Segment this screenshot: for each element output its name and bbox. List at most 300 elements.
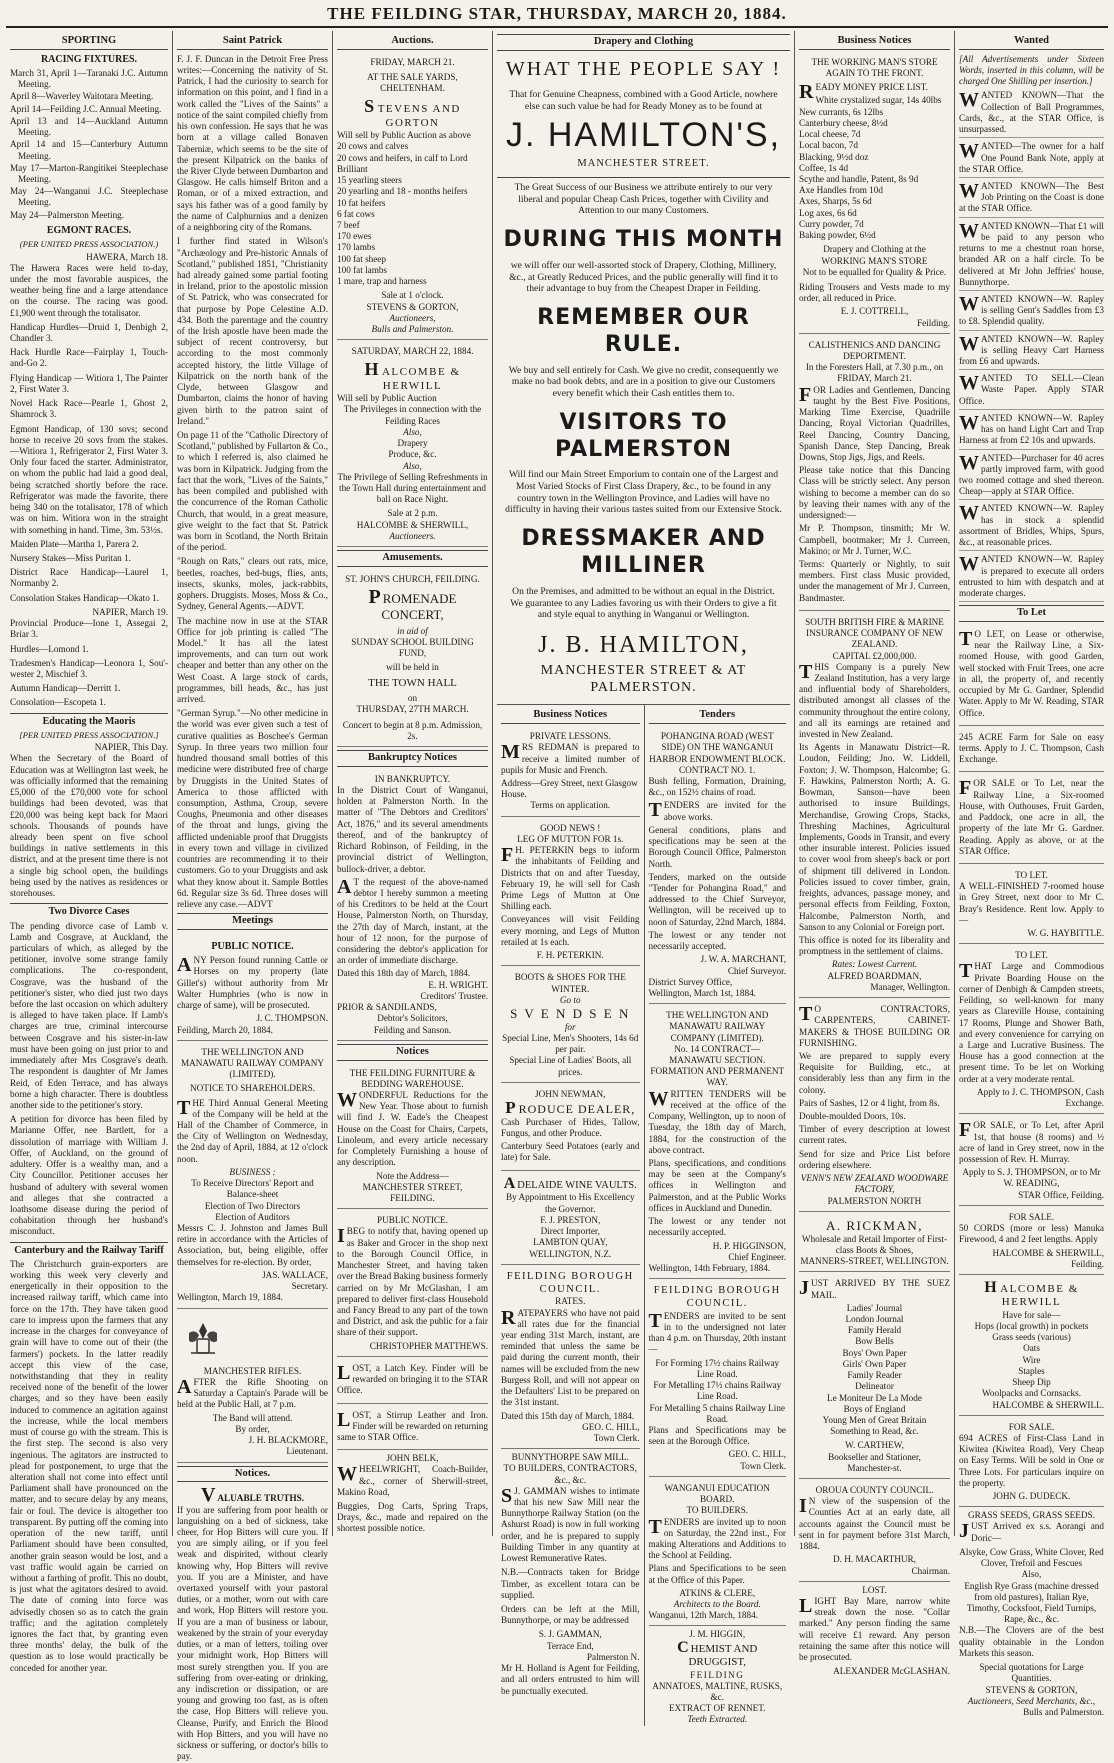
council-ad [799,1482,950,1582]
signature-title: Auctioneers, Seed Merchants, &c., [967,1695,1096,1706]
heading: GOOD NEWS ! [540,822,601,833]
ad-text: ANTED KNOWN—That £1 will be paid to any person who returns to me a chestnut roan horse, branded AR on a half circle. To be delivered at Mr John Jeffries' house, Bunnythorpe. [959,220,1104,287]
race-result: Maiden Plate—Martha 1, Parera 2. [10,538,139,549]
heading: FOR SALE. [1008,1421,1055,1432]
section-heading: Notices. [177,1466,328,1483]
ad-text: ANTED KNOWN—W. Rapley has on hand Light Cart and Trap Harness at from £2 10s and upwards. [959,412,1104,446]
drop-cap: J [959,1520,969,1543]
signature-title: Secretary. [291,1281,328,1292]
drop-cap: H [364,359,380,380]
ad-text: NY Person found running Cattle or Horses on my property (late Gillet's) without authority from Mr Walter Humphries (who is now in charge of same), will be prosecuted. [177,955,328,1011]
article-text: "Rough on Rats," clears out rats, mice, beetles, roaches, bed-bugs, flies, ants, insects, skunks, moles, jack-rabbits, gophers. Druggists. Moses, Moss & Co., Sydney, General Agents.—ADVT. [177,556,328,612]
rickman-ad [799,1215,950,1273]
ad-text: J. GAMMAN wishes to intimate that his new Saw Mill near the Bunnythorpe Railway Station (on the Ashurst Road) is now in full working order, and he is prepared to supply Building Timber in any quantity at Lowest Remunerative Rates. [501,1485,640,1564]
subheading: No. 14 CONTRACT—MANAWATU SECTION. [669,1043,766,1066]
signature: GEO. C. HILL, [582,1421,640,1432]
ad-text: HIS Company is a purely New Zealand Institution, has a very large and influential body of Shareholders, distributed amongst all classes of the community throughout the entire colony, and all its earnings are retained and invested in New Zealand. [799,661,950,740]
stock-item: 100 fat lambs [337,264,388,275]
grey-street-ad [959,867,1104,944]
drop-cap: W [337,1089,357,1112]
ad-text: By Appointment to His Excellency the Governor. [505,1192,635,1214]
ad-text: This office is noted for its liberality and promptness in the settlement of claims. [799,934,950,957]
race-result: District Race Handicap—Laurel 1, Normanby 2. [10,567,168,589]
store-address: MANCHESTER STREET & AT PALMERSTON. [540,663,747,696]
subheading: NOTICE TO SHAREHOLDERS. [190,1083,315,1094]
magazine-item: London Journal [845,1313,904,1324]
magazines-ad [799,1275,950,1479]
dateline: NAPIER, This Day. [94,742,168,753]
signature: Apply to J. C. THOMPSON, Cash Exchange. [977,1086,1104,1109]
bankruptcy-ad [337,771,488,1041]
address: FEILDING. [390,1193,435,1203]
ad-text: RS REDMAN is prepared to receive a limited number of pupils for Music and French. [501,742,640,775]
business-item: Election of Auditors [215,1211,290,1222]
ad-text: 245 ACRE Farm for Sale on easy terms. Apply to J. C. Thompson, Cash Exchange. [959,731,1104,765]
drop-cap: C [677,1638,689,1656]
dancing-ad [799,337,950,611]
ad-text: Will sell by Public Auction [337,393,437,404]
ad-text: The lowest or any tender not necessarily accepted. [648,929,786,952]
date: FRIDAY, March 21. [837,373,912,384]
signature: HALCOMBE & SHERWILL, Feilding. [992,1247,1104,1269]
drop-cap: W [959,179,979,202]
wheelwright-ad [337,1453,488,1535]
article-text: A petition for divorce has been filed by Marianne Offer, nee Bartlett, for a dissolution of marriage with William J. Offer, of Auckland, on the ground of adultery. Offer is a wealthy man, and a City Councillor. Petitioner accuses her husband of adultery with several women and alleges that she contracted a loathsome disease during the period of cohabitation through her husband's misconduct. [10,1114,168,1237]
wire-credit: [PER UNITED PRESS ASSOCIATION.] [19,729,159,740]
signature-title: Town Clerk. [593,1432,640,1443]
ad-text: ANTED TO SELL—Clean Waste Paper. Apply STAR Office. [959,373,1104,406]
mutton-ad [501,820,640,967]
goods-list [959,1321,1104,1400]
heading: Canterbury and the Railway Tariff [10,1242,168,1257]
ad-text: Plans, specifications, and conditions may be seen at the Company's offices in Wellington and Palmerston, and at the Public Works offices in Auckland and Dunedin. [648,1158,786,1213]
date: THURSDAY, 27TH MARCH. [356,704,469,715]
crest-emblem-icon [177,1319,229,1359]
signature-title: Town Clerk. [740,1460,786,1471]
race-result: Consolation—Escopeta 1. [10,697,106,708]
drop-cap: R [799,81,814,104]
split-columns [497,704,790,1725]
ad-text: Terms: Quarterly or Nightly, to suit members. First class Music provided, under the management of Mr J. Curreen, Bandmaster. [799,558,950,603]
ad-text: In the Foresters Hall, at 7.30 p.m., on [805,362,944,373]
ad-text: ANTED—Purchaser for 40 acres partly improved farm, with good two roomed cottage and shed thereon. Cheap—apply at STAR Office. [959,452,1104,497]
fixture-item: March 31, April 1—Taranaki J.C. Autumn Meeting. [10,67,168,90]
goods-item: Staples [1018,1365,1045,1376]
signature: F. H. PETERKIN. [536,950,604,961]
working-mans-store-ad [799,54,950,334]
ad-text: OST, a Stirrup Leather and Iron. Finder will be rewarded on returning same to STAR Office. [337,1409,488,1442]
ad-text: we will offer our well-assorted stock of Drapery, Clothing, Millinery, &c., at Greatly Reduced Prices, and the public generally will find it to their advantage to buy from the Cheapest Draper in Feilding. [509,259,778,295]
ad-text: HEELWRIGHT, Coach-Builder, &c., corner of Sherwill-street, Makino Road, [337,1464,488,1497]
heading: THE WELLINGTON AND MANAWATU RAILWAY COMPANY (LIMITED). [666,1010,769,1043]
race-result: Handicap Hurdles—Druid 1, Denbigh 2, Chandler 3. [10,321,168,344]
seeds-list [959,1547,1104,1626]
article-text: When the Secretary of the Board of Education was at Wellington last week, he was officially informed that the remaining £5,000 of the £70,000 vote for school buildings had been devoted, was that £20,000 was being kept back for Maori schools. Thousands of pounds have already been spent on five school buildings in native settlements in this district, and at the present time there is not a single big school open, the buildings being used by the natives as residences or storehouses. [10,753,168,899]
heading: FEILDING BOROUGH COUNCIL. [653,1285,781,1309]
ad-text: 50 CORDS (more or less) Manuka Firewood, 4 and 2 feet lengths. Apply [959,1223,1104,1245]
ad-text: OR Ladies and Gentlemen, Dancing taught by the Best Five Positions, Marking Time Exercise, Quadrille Dancing, Royal Victorian Quadrilles, Reel Dancing, Country Dancing, Spanish Dance, Step Dancing, Break Downs, Stop Jigs, Jigs, and Reels. [799,384,950,463]
signature: W. CARTHEW, [845,1440,904,1451]
article-text: I further find stated in Wilson's "Archæology and Pre-historic Annals of Scotland," published 1851, "Christianity had already gained some partial footing in Ireland, prior to the apostolic mission of St. Patrick, who was consecrated for that purpose by Pope Celestine A.D. 434. Both the parentage and the country of the Irish apostle have been made the subject of recent controversy, but according to the most commonly accepted history, the little Village of Kilpatrick on the north bank of the Clyde, between Glasgow and Dumbarton, claims the honor of having given birth to the patron saint of Ireland." [177,236,328,426]
ad-text: That for Genuine Cheapness, combined with a Good Article, nowhere else can such value be had for Ready Money as to be found at [509,89,778,112]
ad-text: Wholesale and Retail Importer of First-class Boots & Shoes, [801,1233,948,1255]
event-title: ROMENADE CONCERT, [381,591,457,622]
wanted-list [959,90,1104,602]
drop-cap: V [200,1484,216,1507]
firewood-ad [959,1209,1104,1275]
ad-text: Special Line of Ladies' Boots, all prices. [509,1055,632,1077]
signature: ALFRED BOARDMAN, [827,970,922,981]
ad-text: EXTRACT OF RENNET. [669,1703,766,1714]
heading: PRIVATE LESSONS. [529,731,611,742]
wanted-ad [959,294,1104,331]
goods-item: Sheep Dip [1012,1377,1051,1388]
ad-text: H. PETERKIN begs to inform the inhabitants of Feilding and Districts that on and after Tuesday, February 19, he will sell for Cash Prime Legs of Mutton at One Shilling each. [501,845,640,912]
heading: BOOTS & SHOES FOR THE WINTER. [514,972,626,994]
ad-text: Have for sale— [1002,1309,1061,1320]
tender-items [649,1358,787,1425]
ad-text: Will sell by Public Auction as above [337,130,471,141]
ad-text: N.B.—The Clovers are of the best quality obtainable in the London Markets this season. [959,1625,1104,1658]
heading: EGMONT RACES. [46,224,132,236]
drop-cap: W [648,1087,669,1110]
ad-text: ANTED KNOWN—W. Rapley is selling Gent's Saddles from £3 to £8. Splendid quality. [959,293,1104,327]
ad-text: 694 ACRES of First-Class Land in Kiwitea (Kiwitea Road), Very Cheap on Easy Terms. Will be sold in One or Three Lots. For particulars inquire on the property. [959,1432,1104,1488]
drop-cap: W [337,1463,357,1486]
goods-item: Grass seeds (various) [992,1332,1071,1343]
heading [177,1484,328,1507]
drop-cap: A [337,875,352,898]
goods-item: Wire [1022,1354,1041,1365]
race-result: Hack Hurdle Race—Fairplay 1, Touch-and-Go 2. [10,347,168,369]
education-tender-ad [649,1480,787,1627]
stock-item: 170 lambs [337,242,376,253]
drop-cap: L [799,1595,813,1617]
drop-cap: W [959,140,979,163]
drop-cap: I [337,1225,345,1248]
solicitors: Feilding and Sanson. [373,1024,452,1035]
lessons-ad [501,728,640,817]
rates-note: [All Advertisements under Sixteen Words, inserted in this column, will be charged One Shilling per insertion.] [959,53,1104,87]
dateline: NAPIER, March 19. [92,606,168,617]
wanted-ad [959,373,1104,410]
murray-house-ad [959,1117,1104,1206]
wanted-ad [959,90,1104,138]
firm-name: RODUCE DEALER, [518,1102,636,1117]
signature-title: Lieutenant. [286,1446,328,1457]
heading: PUBLIC NOTICE. [377,1215,448,1226]
ad-text: The Great Success of our Business we attribute entirely to our very liberal and popular Cheap Cash Prices, together with Civility and Attention to our many Customers. [514,181,773,217]
ad-text: Special Line, Men's Shooters, 14s 6d per pair. [502,1033,639,1055]
firm-name: ALCOMBE & HERWILL [1000,1282,1079,1309]
race-results [10,618,168,709]
halcombe-sale-ad [959,1278,1104,1416]
auction-ad-halcombe [337,343,488,547]
signature-location: STAR Office, Feilding. [1018,1189,1104,1200]
race-result: Flying Handicap — Witiora 1, The Painter 2, First Water 3. [10,372,168,394]
heading: THE WELLINGTON AND MANAWATU RAILWAY COMPANY (LIMITED). [180,1046,325,1080]
magazine-item: Ladies' Journal [846,1302,903,1313]
date: SATURDAY, MARCH 22, 1884. [351,346,474,357]
article-text: The Christchurch grain-exporters are working this week very cleverly and energetically in their opposition to the increased railway tariff, which came into force on the 17th. They have taken good care to impress upon the farmers that any increase in the charges for conveyance of grain will have to come out of their (the farmers') pockets. In the latter readily accept this view of the case, notwithstanding that they in reality received none of the benefit of the lower charges, and so they have been easily induced to commence an agitation against the increase, while the local members must of course go with the stream. This is the first step. The second is also very ingenious. The agitators are instructed to plead for postponement, to urge that the alteration shall not come into effect until Parliament shall have pronounced on the matter, and to secure delay by any means, fair or foul. The device is altogether too transparent. By putting off the coming into operation of the new tariff, until Parliament should have been consulted, another grain season would be lost, and a vast traffic would again be carried on without a farthing of profit. This no doubt, is just what the agitators desired to avoid. The date of coming into force was advisedly chosen so as to catch the grain traffic; and the agitation completely ignores the fact that, by granting even three months' delay, the bulk of the question as to lose would practically be conceded for another year. [10,1258,168,1673]
wanted-ad [959,413,1104,450]
ad-subheadline: DURING THIS MONTH [503,226,784,252]
date: Feilding, March 20, 1884. [177,1024,273,1035]
price-item: Curry powder, 7d [799,218,864,229]
race-result: Consolation Stakes Handicap—Okato 1. [10,592,160,603]
drop-cap: F [501,844,514,867]
ad-subheadline: DRESSMAKER AND MILLINER [521,526,766,578]
tender-item: For Metalling 17½ chains Railway Line Road. [653,1380,782,1402]
store-name: WORKING MAN'S STORE [821,255,928,266]
price-item: Axe Handles from 10d [799,185,883,196]
date: Wellington, 14th February, 1884. [648,1262,771,1273]
ad-text: Pairs of Sashes, 12 or 4 light, from 8s. [799,1097,940,1108]
race-result: Hurdles—Lomond 1. [10,643,89,654]
ad-text: BEG to notify that, having opened up as Baker and Grocer in the shop next to the Borough Council Office, in Manchester Street, and having taken over the Bread Baking business formerly carried on by Mr McGlashan, I am prepared to deliver first-class Household and Fancy Bread to any part of the town and District, and ask the public for a fair share of their support. [337,1226,488,1338]
wanted-ad [959,453,1104,501]
price-item: Log axes, 6s 6d [799,207,857,218]
ad-text: Address—Grey Street, next Glasgow House. [501,778,638,800]
masthead: THE FEILDING STAR, THURSDAY, MARCH 20, 1884. [6,4,1108,28]
ad-text: RITTEN TENDERS will be received at the office of the Company, Wellington, up to noon of Tuesday, the 18th day of March, 1884, for the construction of the above contract. [648,1088,786,1155]
goods-item: Hops (local growth) in pockets [974,1320,1089,1331]
ad-text: Messrs C. J. Johnston and James Bull retire in accordance with the Articles of Association, but, being eligible, offer themselves for re-election. By order, [177,1223,328,1267]
race-result: Nursery Stakes—Miss Puritan 1. [10,552,131,563]
boarding-house-ad [959,947,1104,1114]
ad-text: Rates: Lowest Current. [831,959,918,970]
fund-name: SUNDAY SCHOOL BUILDING FUND, [351,637,474,659]
price-item: Axes, Sharps, 5s 6d [799,196,872,207]
concert-ad [337,571,488,747]
ad-text: Note the Address— [376,1170,449,1181]
ad-text: ONDERFUL Reductions for the New Year. Those about to furnish will find J. W. Eade's the Cheapest House on the Coast for Chairs, Carpets, Linoleum, and every article necessary for Completely Furnishing a house of any description. [337,1090,488,1168]
section-heading: Meetings [177,913,328,930]
stock-list [337,141,488,287]
heading: BUNNYTHORPE SAW MILL. [511,1452,629,1463]
drop-cap: S [501,1484,513,1507]
drop-cap: A [503,1174,516,1192]
ad-text: The Privilege of Selling Refreshments in the Town Hall during entertainment and ball on Race Night. [337,471,488,505]
ad-text: Please take notice that this Dancing Class will be strictly select. Any person wishing to become a member can do so by leaving their names with any of the undersigned:— [799,465,950,521]
admission: Concert to begin at 8 p.m. Admission, 2s. [342,719,483,741]
tender-item: For Metalling 5 chains Railway Line Road. [649,1402,785,1424]
signature-title: Creditors' Trustee. [420,990,488,1001]
business-item: Election of Two Directors [204,1200,301,1211]
ad-text: T the request of the above-named debtor I hereby summon a meeting of his Creditors to be held at the Court House, Palmerston North, on Thursday, the 27th day of March, instant, at the hour of 12 noon, for the purpose of considering the debtor's application for an order of immediate discharge. [337,876,488,966]
heading: LOST. [862,1584,887,1595]
price-list [799,95,950,241]
ad-text: Orders can be left at the Mill, Bunnythorpe, or may be addressed [501,1604,640,1626]
signature: STEVENS & GORTON, [985,1684,1078,1695]
signature: CHRISTOPHER MATTHEWS. [369,1340,488,1351]
ad-text: ANTED KNOWN—That the Collection of Ball Programmes, Cards, &c., at the STAR Office, is unsurpassed. [959,90,1104,135]
ad-text: The lowest or any tender not necessarily accepted. [648,1216,786,1238]
sale-time: Sale at 1 o'clock. [381,290,444,301]
heading: LEG OF MUTTON FOR 1s. [517,833,624,844]
ad-text: Its Agents in Manawatu District—R. Loudon, Feilding; Jno. W. Liddell, Foxton; J. W. Thompson, Halcombe; G. F. Hawkins, Palmerston North; A. G. Bowman, Sanson—have been authorised to insure Buildings, Merchandise, Growing Crops, Stacks, Threshing Machines, Agricultural Implements, Goods in Transit, and every other insurable interest. Policies issued to cover wool from sheep's back or port of shipment till delivered in London. Policies issued to cover timber, grain, freights, advances, passage money, and personal effects from Feilding, Foxton, Halcombe, Palmerston North, and Sanson to any Colonial or Foreign port. [799,742,950,932]
drop-cap: J [799,1277,809,1300]
address: MANCHESTER STREET, [362,1181,463,1192]
drop-cap: T [799,660,813,683]
public-notice-ad [177,934,328,1041]
signature: JAS. WALLACE, [262,1269,328,1280]
ad-text: ANTED—The owner for a half One Pound Bank Note, apply at the STAR Office. [959,141,1104,174]
signature: HALCOMBE & SHERWILL. [992,1399,1104,1410]
drop-cap: W [959,292,979,315]
magazine-item: Something to Read, &c. [830,1426,919,1437]
ad-text: Also, [403,460,422,471]
goods-item: Oats [1023,1343,1040,1354]
signature: JOHN NEWMAN, [535,1088,606,1099]
column-sporting [6,31,172,1673]
ad-text: ANTED KNOWN—W. Rapley has in stock a splendid assortment of Bridles, Whips, Spurs, &c., at reasonable prices. [959,503,1104,548]
heading: WANGANUI EDUCATION BOARD. [664,1482,770,1505]
lost-stirrup-ad [337,1407,488,1451]
article-text: F. J. F. Duncan in the Detroit Free Press writes:—Concerning the nativity of St. Patrick, I had the curiosity to search for information on this point, and I find in a work called the "Lives of the Saints" a notice of the saint compiled chiefly from his own confession. He says that he was born at a village called Bonaven Taberniæ, which seems to be the site of the present Kilpatrick on the banks of the River Clyde between Dumbarton and Glasgow. He calls himself Briton and a Roman, or of a mixed extraction, and says his father was of a good family by the name of Calphurnius and a denizen of a neighboring city of the Romans. [177,53,328,233]
ad-text: Bush felling, Formation, Draining, &c., on 152½ chains of road. [648,776,786,798]
location: AT THE SALE YARDS, CHELTENHAM. [367,72,458,94]
signature-title: Manager, Wellington. [870,981,950,992]
firm-name: S V E N D S E N [510,1005,631,1021]
ad-text: HAT Large and Commodious Private Boarding House on the corner of Denbigh & Campden streets, Feilding, so well-known for many years as Clareville House, containing 17 Rooms, Plunge and Shower Bath, and every convenience for carrying on a Large and Lucrative Business. The House has a good connection at the present time. To be let on Working order at a very moderate rental. [959,961,1104,1084]
signature: J. C. THOMPSON. [256,1013,328,1024]
section-heading: Drapery and Clothing [497,34,790,51]
stock-item: 20 yearling and 18 - months heifers [337,186,468,197]
heading: POHANGINA ROAD (WEST SIDE) ON THE WANGANUI HARBOR ENDOWMENT BLOCK. [649,731,786,764]
section-heading: Bankruptcy Notices [337,750,488,767]
heading: CALISTHENICS AND DANCING DEPORTMENT. [808,339,941,362]
date: Wellington, March 1st, 1884. [648,987,756,998]
ad-text: ENDERS are invited for the above works. [663,800,786,822]
drop-cap: W [959,332,979,355]
date: Wellington, March 19, 1884. [177,1292,283,1303]
signature: E. J. COTTRELL, [840,306,909,317]
ad-text: By order, [235,1423,270,1434]
ad-text: will be held in [386,662,439,673]
ad-text: ATEPAYERS who have not paid all rates due for the financial year ending 31st March, instant, are reminded that unless the same be paid during the current month, their names will be excluded from the new Burgess Roll, and will not appear on the Defaulters' List to be prepared on the 31st instant. [501,1307,640,1408]
ad-text: OR SALE or To Let, near the Railway Line, a Six-roomed House, with Outhouses, Fruit Garden, and Paddock, one acre in all, the property of the late Mr G. Gardner. Reading. Apply as above, or at the STAR Office. [959,778,1104,856]
subheading: CONTRACT NO. 1. [679,764,756,775]
ad-text: On the Premises, and admitted to be without an equal in the District. We guarantee to any Ladies favoring us with their Orders to give a fit and style equal to anything in Wanganui or Wellington. [510,585,777,621]
racing-fixtures-list [10,68,168,221]
ad-text: Not to be equalled for Quality & Price. [802,266,947,277]
ad-text: Special quotations for Large Quantities. [979,1662,1084,1684]
magazine-item: Young Men of Great Britain [822,1414,927,1425]
wire-credit: (PER UNITED PRESS ASSOCIATION.) [19,239,159,250]
ad-text: O LET, on Lease or otherwise, near the Railway Line, a Six-roomed House, with good Garden, well stocked with Fruit Trees, one acre in all, the property of, and recently occupied by Mr G. Gardner, Splendid Water. Apply to Mr W. Reading, STAR Office. [959,629,1104,718]
magazine-item: Family Herald [847,1325,902,1336]
signature: JOHN G. DUDECK. [992,1491,1071,1502]
chemist-ad [649,1629,787,1725]
article-text: The machine now in use at the STAR Office for job printing is called "The Model." It has all the latest improvements, and can turn out work cheaper and better than any other on the West Coast. A large stock of cards, programmes, bill heads, &c., has just arrived. [177,615,328,705]
drop-cap: H [984,1278,999,1296]
ad-text: HE Third Annual General Meeting of the Company will be held at the Hall of the Chamber of Commerce, in the City of Wellington on Wednesday, the 2nd day of April, 1884, at 12 o'clock noon. [177,1097,328,1164]
drop-cap: P [368,586,381,609]
drop-cap: L [337,1361,351,1384]
price-item: Canterbury cheese, 8½d [799,117,888,128]
rates-ad [501,1268,640,1449]
signature: HALCOMBE & SHERWILL, [356,519,469,530]
firm-name: TEVENS AND GORTON [377,103,461,129]
date: Dated this 15th day of March, 1884. [501,1410,635,1421]
store-street: MANCHESTER STREET. [577,158,710,170]
heading: RACING FIXTURES. [40,53,138,65]
heading: O CONTRACTORS, CARPENTERS, CABINET-MAKERS & THOSE BUILDING OR FURNISHING. [799,1004,950,1048]
stock-item: 6 fat cows [337,208,375,219]
subheading: TO BUILDERS. [686,1505,749,1516]
signature: ALEXANDER McGLASHAN. [833,1666,950,1677]
columns [6,31,1108,1762]
fixture-item: May 17—Marton-Rangitikei Steeplechase Meeting. [10,162,168,184]
heading: SOUTH BRITISH FIRE & MARINE INSURANCE COMPANY OF NEW ZEALAND. [805,616,944,650]
signature: F. J. PRESTON, [540,1214,601,1225]
heading: TO LET. [1015,869,1048,880]
tender-item: For Forming 17½ chains Railway Line Road. [655,1357,780,1379]
tenders-right [644,705,791,1725]
section-heading: Amusements. [337,550,488,567]
produce-ad [501,1086,640,1171]
ad-text: Plans and Specifications may be seen at the Borough Office. [648,1424,786,1447]
ad-text: The Band will attend. [212,1412,293,1423]
ad-text: Canterbury Seed Potatoes (early and late) for Sale. [501,1141,640,1163]
signature-title: Direct Importer, [540,1226,600,1237]
ad-text: Mr H. Holland is Agent for Feilding, and all orders entrusted to him will be punctually executed. [501,1663,640,1696]
stock-item: 10 fat heifers [337,197,386,208]
pohangina-tender-ad [649,728,787,1004]
magazine-item: Delineator [855,1381,894,1392]
section-heading: Saint Patrick [177,34,328,50]
heading: GRASS SEEDS, GRASS SEEDS. [968,1510,1095,1521]
ad-text: in aid of [397,625,428,636]
wine-ad [501,1174,640,1265]
rifles-ad [177,1312,328,1463]
firm-name: HEMIST AND DRUGGIST, [688,1642,758,1669]
ad-text: FTER the Rifle Shooting on Saturday a Captain's Parade will be held at the Public Hall, at 7 p.m. [177,1376,328,1410]
race-result: Novel Hack Race—Pearle 1, Ghost 2, Shamrock 3. [10,398,168,420]
stock-item: 20 cows and calves [337,141,409,152]
section-heading: Auctions. [337,34,488,50]
signature-title: Terrace End, [546,1640,594,1651]
section-heading: SPORTING [10,34,168,50]
borough-tender-ad [649,1282,787,1477]
ad-text: Will find our Main Street Emporium to contain one of the Largest and Most Varied Stocks of First Class Drapery, &c., to be found in any country town in the Wellington Province, and Ladies will have no difficulty in having their various tastes suited from our Extensive Stock. [505,469,782,516]
kiwitea-land-ad [959,1419,1104,1508]
drop-cap: P [505,1098,517,1118]
price-item: New currants, 6s 12lbs [799,106,884,117]
race-result: The Hawera Races were held to-day, under the most favorable auspices, the weather being fine and a large attendance on the course. The racing was good. £1,900 went through the totalisator. [10,262,168,318]
ad-text: OST, a Latch Key. Finder will be rewarded on bringing it to the STAR Office. [337,1362,488,1396]
article-text: The pending divorce case of Lamb v. Lamb and Cosgrave, at Auckland, the particulars of which, as alleged by the petitioner, involve some strange family complications. The co-respondent, Cosgrave, was the husband of the petitioner's sister, who died just two days before the last occasion on which adultery is alleged to have taken place. If Lamb's charges are true, criminal intercourse between Cosgrave and his sister-in-law must have been going on just prior to and immediately after Mrs Cosgrave's death. The respondent is daughter of Mr James Reid, of Eden Terrace, and has always borne a high character. There is doubtless another side to the petitioner's story. [10,920,168,1111]
ad-text: ANTED KNOWN—The Best Job Printing on the Coast is done at the STAR Office. [959,180,1104,214]
signature-title: Auctioneers, [389,312,436,323]
ad-text: for [564,1021,576,1032]
heading: UST ARRIVED BY THE SUEZ MAIL. [811,1278,950,1300]
dateline: HAWERA, March 18. [86,251,168,262]
drop-cap: T [648,799,662,822]
price-item: Coffee, 1s 4d [799,162,849,173]
fixture-item: April 14 and 15—Canterbury Autumn Meeting. [10,139,168,161]
ad-text: Plans and Specifications to be seen at the Office of this Paper. [648,1563,786,1585]
heading: Educating the Maoris [10,713,168,728]
boots-ad [501,969,640,1083]
race-results [10,263,168,604]
firm-name: A. RICKMAN, [825,1217,924,1233]
ad-text: In the District Court of Wanganui, holden at Palmerston North. In the matter of "The Debtors and Creditors' Act, 1876," and its several amendments thereof, and of the bankruptcy of Richard Robinson, of Feilding, in the provincial district of Wellington, bullock-driver, a debtor. [337,784,488,874]
drop-cap: T [648,1515,662,1538]
ad-text: Double-moulded Doors, 10s. [799,1111,906,1122]
stock-item: 20 cows and heifers, in calf to Lord Brilliant [337,152,468,174]
